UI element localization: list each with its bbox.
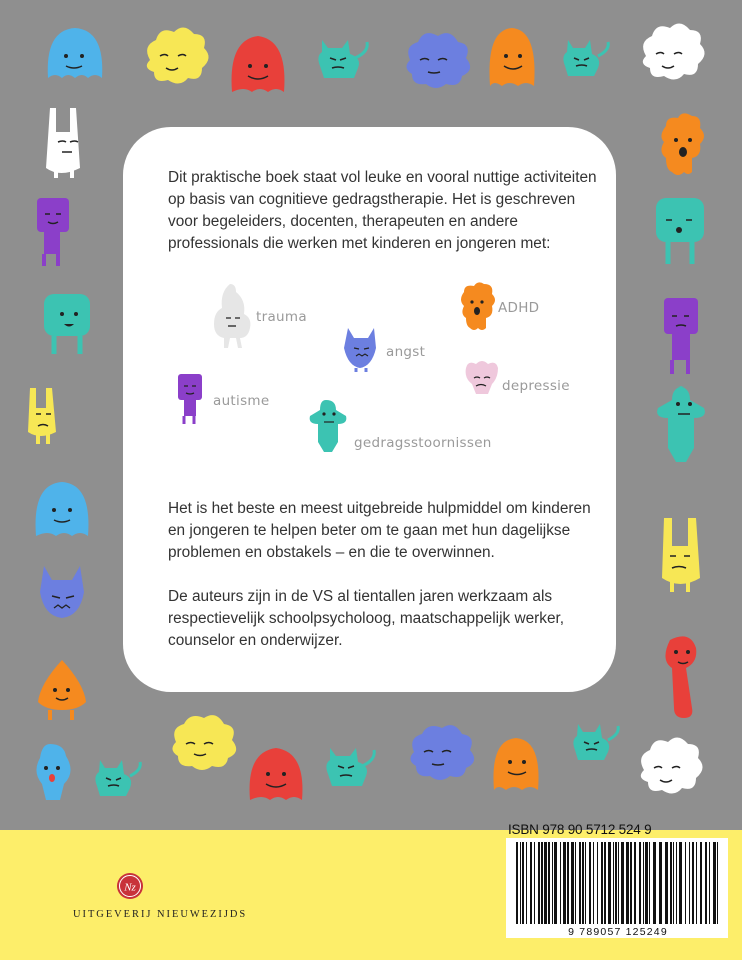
depressie-creature-icon	[466, 361, 498, 394]
barcode-bar	[601, 842, 603, 924]
autisme-creature-icon	[178, 374, 202, 424]
condition-label-autisme: autisme	[213, 393, 270, 409]
barcode-bar	[593, 842, 594, 924]
barcode-bar	[713, 842, 716, 924]
body-paragraph-1: Het is het beste en meest uitgebreide hulpmiddel om kinderen en jongeren te helpen beter om te gaan met hun dagelijkse problemen en obstakels – en die te overwinnen.	[168, 500, 591, 561]
condition-label-angst: angst	[386, 344, 426, 360]
barcode-bar	[665, 842, 668, 924]
barcode-bar	[530, 842, 532, 924]
barcode-bar	[709, 842, 710, 924]
barcode-bar	[538, 842, 540, 924]
barcode-bar	[520, 842, 521, 924]
barcode-bar	[634, 842, 636, 924]
barcode-bar	[575, 842, 576, 924]
barcode-bar	[534, 842, 535, 924]
barcode-bar	[653, 842, 656, 924]
barcode-bar	[548, 842, 550, 924]
gedragsstoornissen-creature-icon	[310, 400, 347, 452]
barcode-bar	[563, 842, 566, 924]
barcode-bar	[717, 842, 718, 924]
barcode-bar	[585, 842, 586, 924]
condition-label-gedragsstoornissen: gedragsstoornissen	[354, 435, 492, 451]
barcode-bar	[615, 842, 617, 924]
barcode-bar	[560, 842, 561, 924]
barcode-bar	[676, 842, 677, 924]
barcode-bar	[626, 842, 629, 924]
barcode-bar	[597, 842, 598, 924]
barcode-bar	[579, 842, 581, 924]
barcode-bar	[639, 842, 641, 924]
publisher-logo-text: Nz	[124, 881, 136, 894]
barcode-bar	[604, 842, 606, 924]
body-paragraph-2: De auteurs zijn in de VS al tientallen jaren werkzaam als respectievelijk schoolpsycholoog, maatschappelijk werker, counselor en onderwijzer.	[168, 588, 565, 649]
barcode-bar	[618, 842, 619, 924]
condition-label-adhd: ADHD	[498, 300, 540, 316]
barcode-bar	[673, 842, 674, 924]
barcode-bar	[589, 842, 591, 924]
barcode-bar	[692, 842, 694, 924]
barcode-bar	[679, 842, 682, 924]
barcode-bar	[516, 842, 518, 924]
barcode-bar	[705, 842, 707, 924]
adhd-creature-icon	[461, 282, 495, 330]
condition-label-trauma: trauma	[256, 309, 307, 325]
barcode-bar	[621, 842, 624, 924]
condition-label-depressie: depressie	[502, 378, 570, 394]
trauma-creature-icon	[214, 284, 250, 348]
barcode-bar	[630, 842, 632, 924]
barcode-bars-icon	[506, 838, 728, 924]
barcode-bar	[526, 842, 527, 924]
barcode-bar	[554, 842, 557, 924]
barcode-bar	[643, 842, 644, 924]
barcode-bar	[582, 842, 584, 924]
angst-creature-icon	[344, 328, 376, 372]
barcode	[506, 838, 728, 938]
barcode-bar	[689, 842, 690, 924]
barcode-bar	[522, 842, 524, 924]
barcode-number: 9 789057 125249	[568, 926, 668, 938]
publisher-name: UITGEVERIJ NIEUWEZIJDS	[73, 909, 248, 920]
barcode-bar	[552, 842, 553, 924]
barcode-bar	[608, 842, 611, 924]
barcode-bar	[685, 842, 686, 924]
barcode-bar	[649, 842, 650, 924]
barcode-bar	[567, 842, 569, 924]
barcode-bar	[541, 842, 543, 924]
barcode-bar	[613, 842, 614, 924]
isbn-label: ISBN 978 90 5712 524 9	[508, 822, 652, 837]
barcode-bar	[645, 842, 648, 924]
barcode-bar	[696, 842, 697, 924]
intro-paragraph: Dit praktische boek staat vol leuke en vooral nuttige activiteiten op basis van cognitieve gedragstherapie. Het is geschreven voor begeleiders, docenten, therapeuten en andere professionals die werken met kinderen en jongeren met:	[168, 169, 597, 252]
publisher-logo-icon	[116, 872, 144, 900]
barcode-bar	[700, 842, 702, 924]
barcode-bar	[544, 842, 547, 924]
barcode-bar	[571, 842, 574, 924]
barcode-bar	[670, 842, 672, 924]
barcode-bar	[659, 842, 662, 924]
